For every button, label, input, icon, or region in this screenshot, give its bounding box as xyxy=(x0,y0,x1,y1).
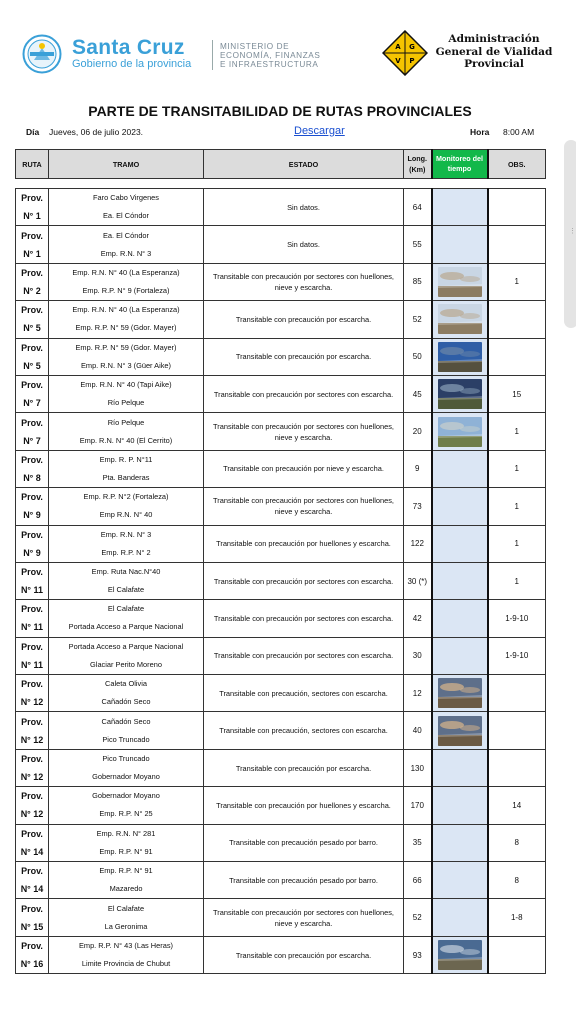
download-link[interactable]: Descargar xyxy=(294,125,345,137)
route-number: N° 1 xyxy=(23,211,41,222)
segment-to: Mazaredo xyxy=(109,884,143,894)
obs-cell xyxy=(488,189,546,226)
route-prefix: Prov. xyxy=(21,267,43,278)
status-cell: Transitable con precaución por huellones y escarcha. xyxy=(204,787,404,824)
segment-from: Emp. Ruta Nac.N°40 xyxy=(91,567,161,577)
obs-cell: 1 xyxy=(488,263,546,300)
route-number: N° 11 xyxy=(20,659,44,670)
route-cell xyxy=(16,450,49,487)
segment-cell xyxy=(49,226,204,263)
route-cell xyxy=(16,301,49,338)
agvp-letter-p: P xyxy=(409,57,415,65)
segment-to: Emp. R.P. N° 2 xyxy=(101,547,151,557)
route-prefix: Prov. xyxy=(21,903,43,914)
length-cell: 85 xyxy=(404,263,432,300)
segment-cell xyxy=(49,263,204,300)
length-cell: 73 xyxy=(404,488,432,525)
segment-from: Emp. R.P. N° 59 (Gdor. Mayer) xyxy=(75,342,177,352)
route-number: N° 12 xyxy=(20,772,44,783)
segment-to: Emp. R.N. N° 3 (Güer Aike) xyxy=(80,360,172,370)
route-prefix: Prov. xyxy=(21,641,43,652)
col-ruta: RUTA xyxy=(16,150,49,179)
segment-from: Emp. R.N. N° 281 xyxy=(96,828,156,838)
table-row xyxy=(16,787,546,824)
route-cell xyxy=(16,338,49,375)
segment-from: Faro Cabo Virgenes xyxy=(92,193,159,203)
obs-cell: 15 xyxy=(488,375,546,412)
segment-to: La Geronima xyxy=(104,921,148,931)
route-number: N° 5 xyxy=(23,360,41,371)
route-number: N° 14 xyxy=(20,846,44,857)
route-cell xyxy=(16,189,49,226)
table-row xyxy=(16,936,546,973)
length-cell: 40 xyxy=(404,712,432,749)
segment-to: Emp. R.P. N° 91 xyxy=(99,846,153,856)
monitor-cell xyxy=(432,450,488,487)
table-row xyxy=(16,375,546,412)
monitor-cell xyxy=(432,413,488,450)
table-row xyxy=(16,637,546,674)
length-cell: 122 xyxy=(404,525,432,562)
segment-to: Portada Acceso a Parque Nacional xyxy=(68,622,184,632)
table-row xyxy=(16,450,546,487)
route-cell xyxy=(16,936,49,973)
segment-from: Gobernador Moyano xyxy=(92,791,160,801)
length-cell: 9 xyxy=(404,450,432,487)
table-row xyxy=(16,600,546,637)
monitor-cell xyxy=(432,637,488,674)
segment-from: Emp. R.N. N° 40 (Tapi Aike) xyxy=(80,380,172,390)
route-number: N° 9 xyxy=(23,510,41,521)
segment-from: Emp. R.N. N° 40 (La Esperanza) xyxy=(72,305,180,315)
segment-cell xyxy=(49,637,204,674)
time-value: 8:00 AM xyxy=(503,127,535,137)
segment-cell xyxy=(49,338,204,375)
table-row xyxy=(16,899,546,936)
obs-cell: 1 xyxy=(488,562,546,599)
obs-cell: 1-9-10 xyxy=(488,637,546,674)
route-cell xyxy=(16,263,49,300)
table-row xyxy=(16,226,546,263)
table-row xyxy=(16,712,546,749)
route-number: N° 2 xyxy=(23,285,41,296)
route-cell xyxy=(16,413,49,450)
agvp-letter-v: V xyxy=(395,57,401,65)
status-cell: Sin datos. xyxy=(204,189,404,226)
obs-cell: 1 xyxy=(488,488,546,525)
status-cell: Transitable con precaución pesado por barro. xyxy=(204,862,404,899)
status-cell: Transitable con precaución por sectores con huellones, nieve y escarcha. xyxy=(204,899,404,936)
segment-cell xyxy=(49,899,204,936)
status-cell: Transitable con precaución por huellones y escarcha. xyxy=(204,525,404,562)
obs-cell: 1 xyxy=(488,450,546,487)
segment-from: Ea. El Cóndor xyxy=(102,230,149,240)
side-scroll-handle[interactable] xyxy=(564,140,576,328)
route-cell xyxy=(16,375,49,412)
status-cell: Transitable con precaución por sectores con escarcha. xyxy=(204,562,404,599)
segment-to: Glaciar Perito Moreno xyxy=(90,659,162,669)
segment-from: El Calafate xyxy=(107,604,145,614)
segment-from: Emp. R.P. N° 91 xyxy=(99,866,153,876)
status-cell: Transitable con precaución por sectores con huellones, nieve y escarcha. xyxy=(204,413,404,450)
monitor-cell xyxy=(432,749,488,786)
route-cell xyxy=(16,824,49,861)
monitor-cell xyxy=(432,226,488,263)
header-divider xyxy=(212,40,213,70)
route-prefix: Prov. xyxy=(21,716,43,727)
table-row xyxy=(16,562,546,599)
segment-from: Emp. R.N. N° 40 (La Esperanza) xyxy=(72,267,180,277)
table-row xyxy=(16,525,546,562)
segment-to: Emp. R.N. N° 40 (El Cerrito) xyxy=(79,435,173,445)
table-row xyxy=(16,488,546,525)
weather-camera-thumbnail[interactable] xyxy=(438,342,482,372)
obs-cell xyxy=(488,226,546,263)
length-cell: 52 xyxy=(404,301,432,338)
time-label: Hora xyxy=(470,127,490,137)
obs-cell xyxy=(488,936,546,973)
agvp-letter-g: G xyxy=(409,43,415,51)
route-number: N° 11 xyxy=(20,585,44,596)
obs-cell: 1-9-10 xyxy=(488,600,546,637)
route-prefix: Prov. xyxy=(21,193,43,204)
col-obs: OBS. xyxy=(488,150,546,179)
obs-cell: 14 xyxy=(488,787,546,824)
status-cell: Transitable con precaución pesado por barro. xyxy=(204,824,404,861)
status-cell: Transitable con precaución por sectores con huellones, nieve y escarcha. xyxy=(204,263,404,300)
length-cell: 30 (*) xyxy=(404,562,432,599)
route-prefix: Prov. xyxy=(21,828,43,839)
obs-cell: 1 xyxy=(488,413,546,450)
day-value: Jueves, 06 de julio 2023. xyxy=(49,127,144,137)
monitor-cell xyxy=(432,899,488,936)
route-cell xyxy=(16,488,49,525)
route-prefix: Prov. xyxy=(21,230,43,241)
segment-from: Caleta Olivia xyxy=(105,679,147,689)
segment-to: Cañadón Seco xyxy=(101,697,151,707)
route-number: N° 11 xyxy=(20,622,44,633)
table-row xyxy=(16,189,546,226)
segment-cell xyxy=(49,488,204,525)
status-cell: Transitable con precaución por escarcha. xyxy=(204,749,404,786)
monitor-cell xyxy=(432,525,488,562)
route-number: N° 7 xyxy=(23,435,41,446)
day-label: Día xyxy=(26,127,40,137)
monitor-cell xyxy=(432,301,488,338)
status-cell: Transitable con precaución por nieve y escarcha. xyxy=(204,450,404,487)
segment-from: Emp. R. P. N°11 xyxy=(99,454,153,464)
segment-to: Pta. Banderas xyxy=(102,472,150,482)
monitor-cell xyxy=(432,488,488,525)
route-prefix: Prov. xyxy=(21,567,43,578)
route-cell xyxy=(16,862,49,899)
length-cell: 35 xyxy=(404,824,432,861)
length-cell: 20 xyxy=(404,413,432,450)
route-cell xyxy=(16,637,49,674)
monitor-cell xyxy=(432,862,488,899)
monitor-cell xyxy=(432,189,488,226)
col-tramo: TRAMO xyxy=(49,150,204,179)
table-row xyxy=(16,749,546,786)
route-number: N° 8 xyxy=(23,472,41,483)
status-cell: Sin datos. xyxy=(204,226,404,263)
route-number: N° 16 xyxy=(20,959,44,969)
grip-icon: ⋮ xyxy=(569,228,576,235)
obs-cell: 1-8 xyxy=(488,899,546,936)
route-cell xyxy=(16,600,49,637)
segment-from: Emp. R.N. N° 3 xyxy=(100,529,152,539)
agency-title: Administración General de Vialidad Provincial xyxy=(435,33,553,70)
route-prefix: Prov. xyxy=(21,941,43,951)
length-cell: 52 xyxy=(404,899,432,936)
route-cell xyxy=(16,562,49,599)
monitor-cell xyxy=(432,712,488,749)
route-cell xyxy=(16,899,49,936)
route-prefix: Prov. xyxy=(21,380,43,391)
route-prefix: Prov. xyxy=(21,679,43,690)
route-prefix: Prov. xyxy=(21,604,43,615)
length-cell: 130 xyxy=(404,749,432,786)
segment-cell xyxy=(49,936,204,973)
route-cell xyxy=(16,525,49,562)
document-title: PARTE DE TRANSITABILIDAD DE RUTAS PROVINCIALES xyxy=(88,103,472,119)
weather-camera-thumbnail[interactable] xyxy=(438,417,482,447)
status-cell: Transitable con precaución por escarcha. xyxy=(204,936,404,973)
length-cell: 93 xyxy=(404,936,432,973)
length-cell: 66 xyxy=(404,862,432,899)
route-number: N° 12 xyxy=(20,697,44,708)
weather-camera-thumbnail[interactable] xyxy=(438,678,482,708)
route-number: N° 9 xyxy=(23,547,41,558)
monitor-cell xyxy=(432,263,488,300)
segment-to: Gobernador Moyano xyxy=(92,772,160,782)
segment-cell xyxy=(49,787,204,824)
obs-cell xyxy=(488,338,546,375)
monitor-cell xyxy=(432,675,488,712)
weather-camera-thumbnail[interactable] xyxy=(438,379,482,409)
segment-from: Portada Acceso a Parque Nacional xyxy=(68,641,184,651)
obs-cell xyxy=(488,301,546,338)
segment-cell xyxy=(49,189,204,226)
segment-cell xyxy=(49,450,204,487)
segment-to: El Calafate xyxy=(107,585,145,595)
status-cell: Transitable con precaución por sectores con escarcha. xyxy=(204,600,404,637)
brand-subtitle: Gobierno de la provincia xyxy=(72,58,192,70)
route-number: N° 12 xyxy=(20,809,44,820)
status-cell: Transitable con precaución por escarcha. xyxy=(204,301,404,338)
table-header xyxy=(15,149,546,179)
segment-cell xyxy=(49,824,204,861)
route-prefix: Prov. xyxy=(21,529,43,540)
route-prefix: Prov. xyxy=(21,866,43,877)
obs-cell: 1 xyxy=(488,525,546,562)
segment-from: Emp. R.P. N°2 (Fortaleza) xyxy=(83,492,169,502)
segment-cell xyxy=(49,301,204,338)
col-long: Long. (Km) xyxy=(404,150,432,179)
ministry-label: MINISTERIO DE ECONOMÍA, FINANZAS E INFRAESTRUCTURA xyxy=(220,42,321,69)
table-row xyxy=(16,824,546,861)
segment-to: Emp. R.P. N° 59 (Gdor. Mayer) xyxy=(75,323,177,333)
segment-cell xyxy=(49,712,204,749)
segment-cell xyxy=(49,413,204,450)
route-prefix: Prov. xyxy=(21,417,43,428)
segment-cell xyxy=(49,600,204,637)
table-row xyxy=(16,301,546,338)
route-cell xyxy=(16,712,49,749)
table-row xyxy=(16,263,546,300)
route-cell xyxy=(16,749,49,786)
segment-cell xyxy=(49,749,204,786)
route-prefix: Prov. xyxy=(21,305,43,316)
table-row xyxy=(16,862,546,899)
obs-cell xyxy=(488,675,546,712)
segment-cell xyxy=(49,525,204,562)
segment-cell xyxy=(49,862,204,899)
route-prefix: Prov. xyxy=(21,342,43,353)
status-cell: Transitable con precaución, sectores con escarcha. xyxy=(204,675,404,712)
table-row xyxy=(16,675,546,712)
routes-table xyxy=(15,188,546,974)
route-number: N° 14 xyxy=(20,884,44,895)
route-prefix: Prov. xyxy=(21,791,43,802)
segment-to: Emp. R.P. N° 25 xyxy=(99,809,153,819)
agvp-diamond-icon xyxy=(382,30,428,76)
monitor-cell xyxy=(432,824,488,861)
segment-from: Río Pelque xyxy=(107,417,145,427)
obs-cell: 8 xyxy=(488,862,546,899)
length-cell: 170 xyxy=(404,787,432,824)
monitor-cell xyxy=(432,787,488,824)
route-number: N° 7 xyxy=(23,398,41,409)
route-number: N° 1 xyxy=(23,248,41,259)
route-number: N° 12 xyxy=(20,734,44,745)
route-prefix: Prov. xyxy=(21,754,43,765)
weather-camera-thumbnail[interactable] xyxy=(438,940,482,970)
status-cell: Transitable con precaución, sectores con escarcha. xyxy=(204,712,404,749)
monitor-cell xyxy=(432,375,488,412)
obs-cell xyxy=(488,749,546,786)
agvp-letter-a: A xyxy=(395,43,401,51)
route-cell xyxy=(16,226,49,263)
segment-to: Emp. R.N. N° 3 xyxy=(100,248,152,258)
length-cell: 42 xyxy=(404,600,432,637)
table-row xyxy=(16,338,546,375)
weather-camera-thumbnail[interactable] xyxy=(438,716,482,746)
segment-from: Cañadón Seco xyxy=(101,716,151,726)
page-header xyxy=(0,0,576,96)
monitor-cell xyxy=(432,562,488,599)
obs-cell: 8 xyxy=(488,824,546,861)
segment-from: Pico Truncado xyxy=(102,754,150,764)
brand-title: Santa Cruz xyxy=(72,36,185,59)
santa-cruz-emblem-icon xyxy=(22,34,62,74)
monitor-cell xyxy=(432,338,488,375)
segment-cell xyxy=(49,675,204,712)
route-prefix: Prov. xyxy=(21,492,43,503)
segment-cell xyxy=(49,375,204,412)
length-cell: 30 xyxy=(404,637,432,674)
weather-camera-thumbnail[interactable] xyxy=(438,304,482,334)
col-monitoreo: Monitoreo del tiempo xyxy=(432,150,488,179)
length-cell: 12 xyxy=(404,675,432,712)
obs-cell xyxy=(488,712,546,749)
segment-cell xyxy=(49,562,204,599)
route-cell xyxy=(16,675,49,712)
segment-to: Emp R.N. N° 40 xyxy=(99,510,153,520)
status-cell: Transitable con precaución por sectores con huellones, nieve y escarcha. xyxy=(204,488,404,525)
segment-to: Río Pelque xyxy=(107,398,145,408)
table-row xyxy=(16,413,546,450)
segment-to: Ea. El Cóndor xyxy=(102,211,149,221)
weather-camera-thumbnail[interactable] xyxy=(438,267,482,297)
route-number: N° 15 xyxy=(20,921,44,932)
segment-from: Emp. R.P. N° 43 (Las Heras) xyxy=(78,941,173,950)
status-cell: Transitable con precaución por sectores con escarcha. xyxy=(204,375,404,412)
route-cell xyxy=(16,787,49,824)
segment-to: Limite Provincia de Chubut xyxy=(81,959,171,968)
segment-from: El Calafate xyxy=(107,903,145,913)
status-cell: Transitable con precaución por escarcha. xyxy=(204,338,404,375)
length-cell: 55 xyxy=(404,226,432,263)
length-cell: 50 xyxy=(404,338,432,375)
monitor-cell xyxy=(432,600,488,637)
segment-to: Emp. R.P. N° 9 (Fortaleza) xyxy=(82,285,170,295)
length-cell: 45 xyxy=(404,375,432,412)
monitor-cell xyxy=(432,936,488,973)
status-cell: Transitable con precaución por sectores con escarcha. xyxy=(204,637,404,674)
col-estado: ESTADO xyxy=(204,150,404,179)
route-prefix: Prov. xyxy=(21,454,43,465)
segment-to: Pico Truncado xyxy=(102,734,150,744)
length-cell: 64 xyxy=(404,189,432,226)
route-number: N° 5 xyxy=(23,323,41,334)
